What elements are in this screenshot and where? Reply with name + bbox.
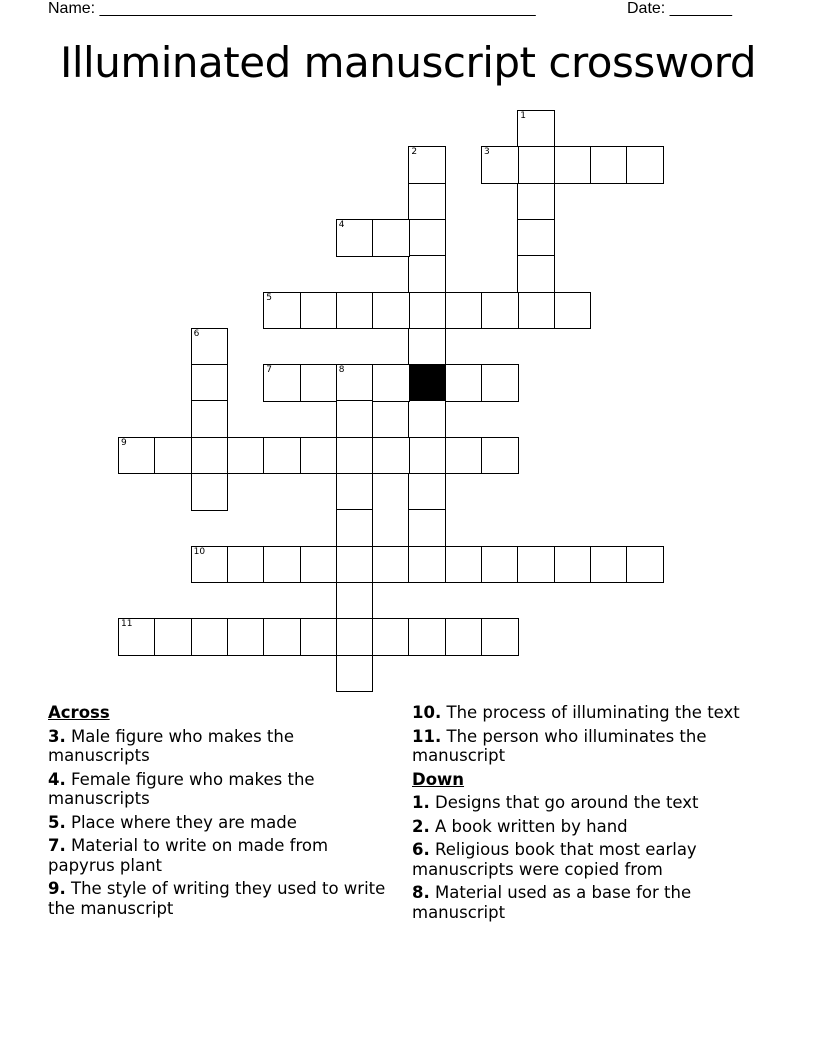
clues-right-column: [412, 703, 772, 926]
clue-text: The style of writing they used to write the manuscript: [48, 879, 386, 918]
grid-cell[interactable]: [445, 364, 483, 402]
grid-cell[interactable]: [372, 219, 410, 257]
clue-text: Religious book that most earlay manuscripts were copied from: [412, 840, 697, 879]
clue-text: The process of illuminating the text: [446, 703, 740, 722]
grid-cell[interactable]: [445, 546, 483, 584]
cell-number: 8: [338, 365, 345, 376]
grid-cell[interactable]: [263, 618, 301, 656]
grid-cell[interactable]: [154, 437, 192, 475]
grid-cell[interactable]: [191, 437, 229, 475]
clue-text: Designs that go around the text: [435, 793, 699, 812]
grid-cell[interactable]: [300, 437, 338, 475]
cell-number: 10: [193, 546, 206, 557]
date-field-line: Date: _______: [627, 0, 732, 17]
clue-text: Place where they are made: [71, 812, 297, 832]
grid-cell[interactable]: [191, 473, 229, 511]
clue-text: Material to write on made from papyrus plant: [48, 836, 329, 875]
page-title: Illuminated manuscript crossword: [59, 38, 756, 87]
clue-text: Male figure who makes the manuscripts: [48, 726, 294, 765]
grid-cell[interactable]: [300, 292, 338, 330]
grid-cell[interactable]: [626, 546, 664, 584]
grid-cell[interactable]: [408, 509, 446, 547]
clue-number: 9.: [48, 879, 66, 898]
grid-cell[interactable]: [408, 546, 446, 584]
grid-cell[interactable]: [300, 618, 338, 656]
grid-cell[interactable]: [554, 292, 592, 330]
grid-cell[interactable]: [336, 509, 374, 547]
clue-text: Material used as a base for the manuscript: [412, 883, 692, 922]
clue-number: 2.: [412, 816, 430, 836]
grid-cell[interactable]: [517, 110, 555, 148]
grid-cell[interactable]: [372, 364, 410, 402]
grid-cell[interactable]: [191, 546, 229, 584]
clue-number: 1.: [412, 793, 430, 812]
grid-cell[interactable]: [336, 546, 374, 584]
grid-cell[interactable]: [481, 292, 519, 330]
grid-cell[interactable]: [517, 219, 555, 257]
grid-cell[interactable]: [372, 546, 410, 584]
cell-number: 6: [193, 328, 200, 339]
name-field-line: Name: _________________________________________________: [48, 0, 536, 17]
grid-cell[interactable]: [336, 364, 374, 402]
clue-number: 5.: [48, 812, 66, 832]
grid-cell[interactable]: [445, 437, 483, 475]
grid-cell[interactable]: [372, 437, 410, 475]
grid-cell[interactable]: [227, 618, 265, 656]
grid-cell[interactable]: [300, 364, 338, 402]
grid-cell[interactable]: [336, 618, 374, 656]
cell-number: 1: [520, 111, 527, 121]
clues-left-column: [48, 703, 388, 922]
grid-cell[interactable]: [481, 437, 519, 475]
cell-number: 3: [484, 147, 490, 158]
grid-cell[interactable]: [408, 400, 446, 438]
grid-cell-blocked: [408, 364, 446, 402]
grid-cell[interactable]: [408, 146, 446, 184]
clue-text: The person who illuminates the manuscript: [412, 726, 707, 765]
clue-across-11: [412, 727, 772, 766]
grid-cell[interactable]: [227, 437, 265, 475]
grid-cell[interactable]: [336, 655, 374, 693]
grid-cell[interactable]: [445, 618, 483, 656]
grid-cell[interactable]: [408, 437, 446, 475]
cell-number: 4: [338, 219, 345, 230]
grid-cell[interactable]: [336, 473, 374, 511]
grid-cell[interactable]: [191, 400, 229, 438]
clue-number: 7.: [48, 836, 66, 855]
grid-cell[interactable]: [481, 618, 519, 656]
clue-number: 8.: [412, 883, 430, 902]
grid-cell[interactable]: [263, 292, 301, 330]
clue-down-2: [412, 817, 772, 837]
grid-cell[interactable]: [263, 364, 301, 402]
grid-cell[interactable]: [263, 546, 301, 584]
grid-cell[interactable]: [408, 292, 446, 330]
grid-cell[interactable]: [408, 618, 446, 656]
grid-cell[interactable]: [336, 292, 374, 330]
clue-down-8: [412, 883, 772, 922]
grid-cell[interactable]: [481, 546, 519, 584]
grid-cell[interactable]: [118, 437, 156, 475]
grid-cell[interactable]: [517, 183, 555, 221]
grid-cell[interactable]: [372, 292, 410, 330]
clue-text: Female figure who makes the manuscripts: [48, 769, 315, 808]
clue-number: 6.: [412, 840, 430, 859]
clue-across-4: [48, 770, 388, 809]
grid-cell[interactable]: [118, 618, 156, 656]
cell-number: 11: [121, 619, 133, 630]
clue-across-9: [48, 879, 388, 918]
clue-number: 4.: [48, 769, 66, 789]
clue-across-5: [48, 813, 388, 833]
grid-cell[interactable]: [481, 146, 519, 184]
clue-number: 3.: [48, 726, 66, 746]
grid-cell[interactable]: [408, 183, 446, 221]
cell-number: 7: [266, 365, 272, 376]
grid-cell[interactable]: [626, 146, 664, 184]
down-heading: Down: [412, 769, 465, 789]
grid-cell[interactable]: [408, 255, 446, 293]
across-heading: Across: [48, 703, 110, 722]
grid-cell[interactable]: [554, 546, 592, 584]
grid-cell[interactable]: [408, 473, 446, 511]
grid-cell[interactable]: [408, 328, 446, 366]
grid-cell[interactable]: [191, 364, 229, 402]
grid-cell[interactable]: [590, 546, 628, 584]
cell-number: 5: [266, 292, 272, 303]
grid-cell[interactable]: [590, 146, 628, 184]
grid-cell[interactable]: [408, 219, 446, 257]
grid-cell[interactable]: [517, 546, 555, 584]
clue-across-3: [48, 727, 388, 766]
clue-across-7: [48, 836, 388, 875]
grid-cell[interactable]: [191, 618, 229, 656]
grid-cell[interactable]: [336, 437, 374, 475]
clue-number: 10.: [412, 703, 442, 722]
grid-cell[interactable]: [336, 582, 374, 620]
grid-cell[interactable]: [227, 546, 265, 584]
clue-down-6: [412, 840, 772, 879]
grid-cell[interactable]: [517, 292, 555, 330]
grid-cell[interactable]: [300, 546, 338, 584]
cell-number: 2: [411, 147, 418, 158]
clue-across-10: [412, 703, 772, 723]
grid-cell[interactable]: [191, 328, 229, 366]
grid-cell[interactable]: [554, 146, 592, 184]
clue-number: 11.: [412, 726, 442, 746]
grid-cell[interactable]: [517, 255, 555, 293]
grid-cell[interactable]: [336, 219, 374, 257]
grid-cell[interactable]: [445, 292, 483, 330]
clue-text: A book written by hand: [435, 816, 628, 836]
grid-cell[interactable]: [263, 437, 301, 475]
grid-cell[interactable]: [481, 364, 519, 402]
clue-down-1: [412, 793, 772, 813]
grid-cell[interactable]: [336, 400, 374, 438]
grid-cell[interactable]: [154, 618, 192, 656]
cell-number: 9: [121, 437, 127, 448]
grid-cell[interactable]: [372, 618, 410, 656]
grid-cell[interactable]: [517, 146, 555, 184]
